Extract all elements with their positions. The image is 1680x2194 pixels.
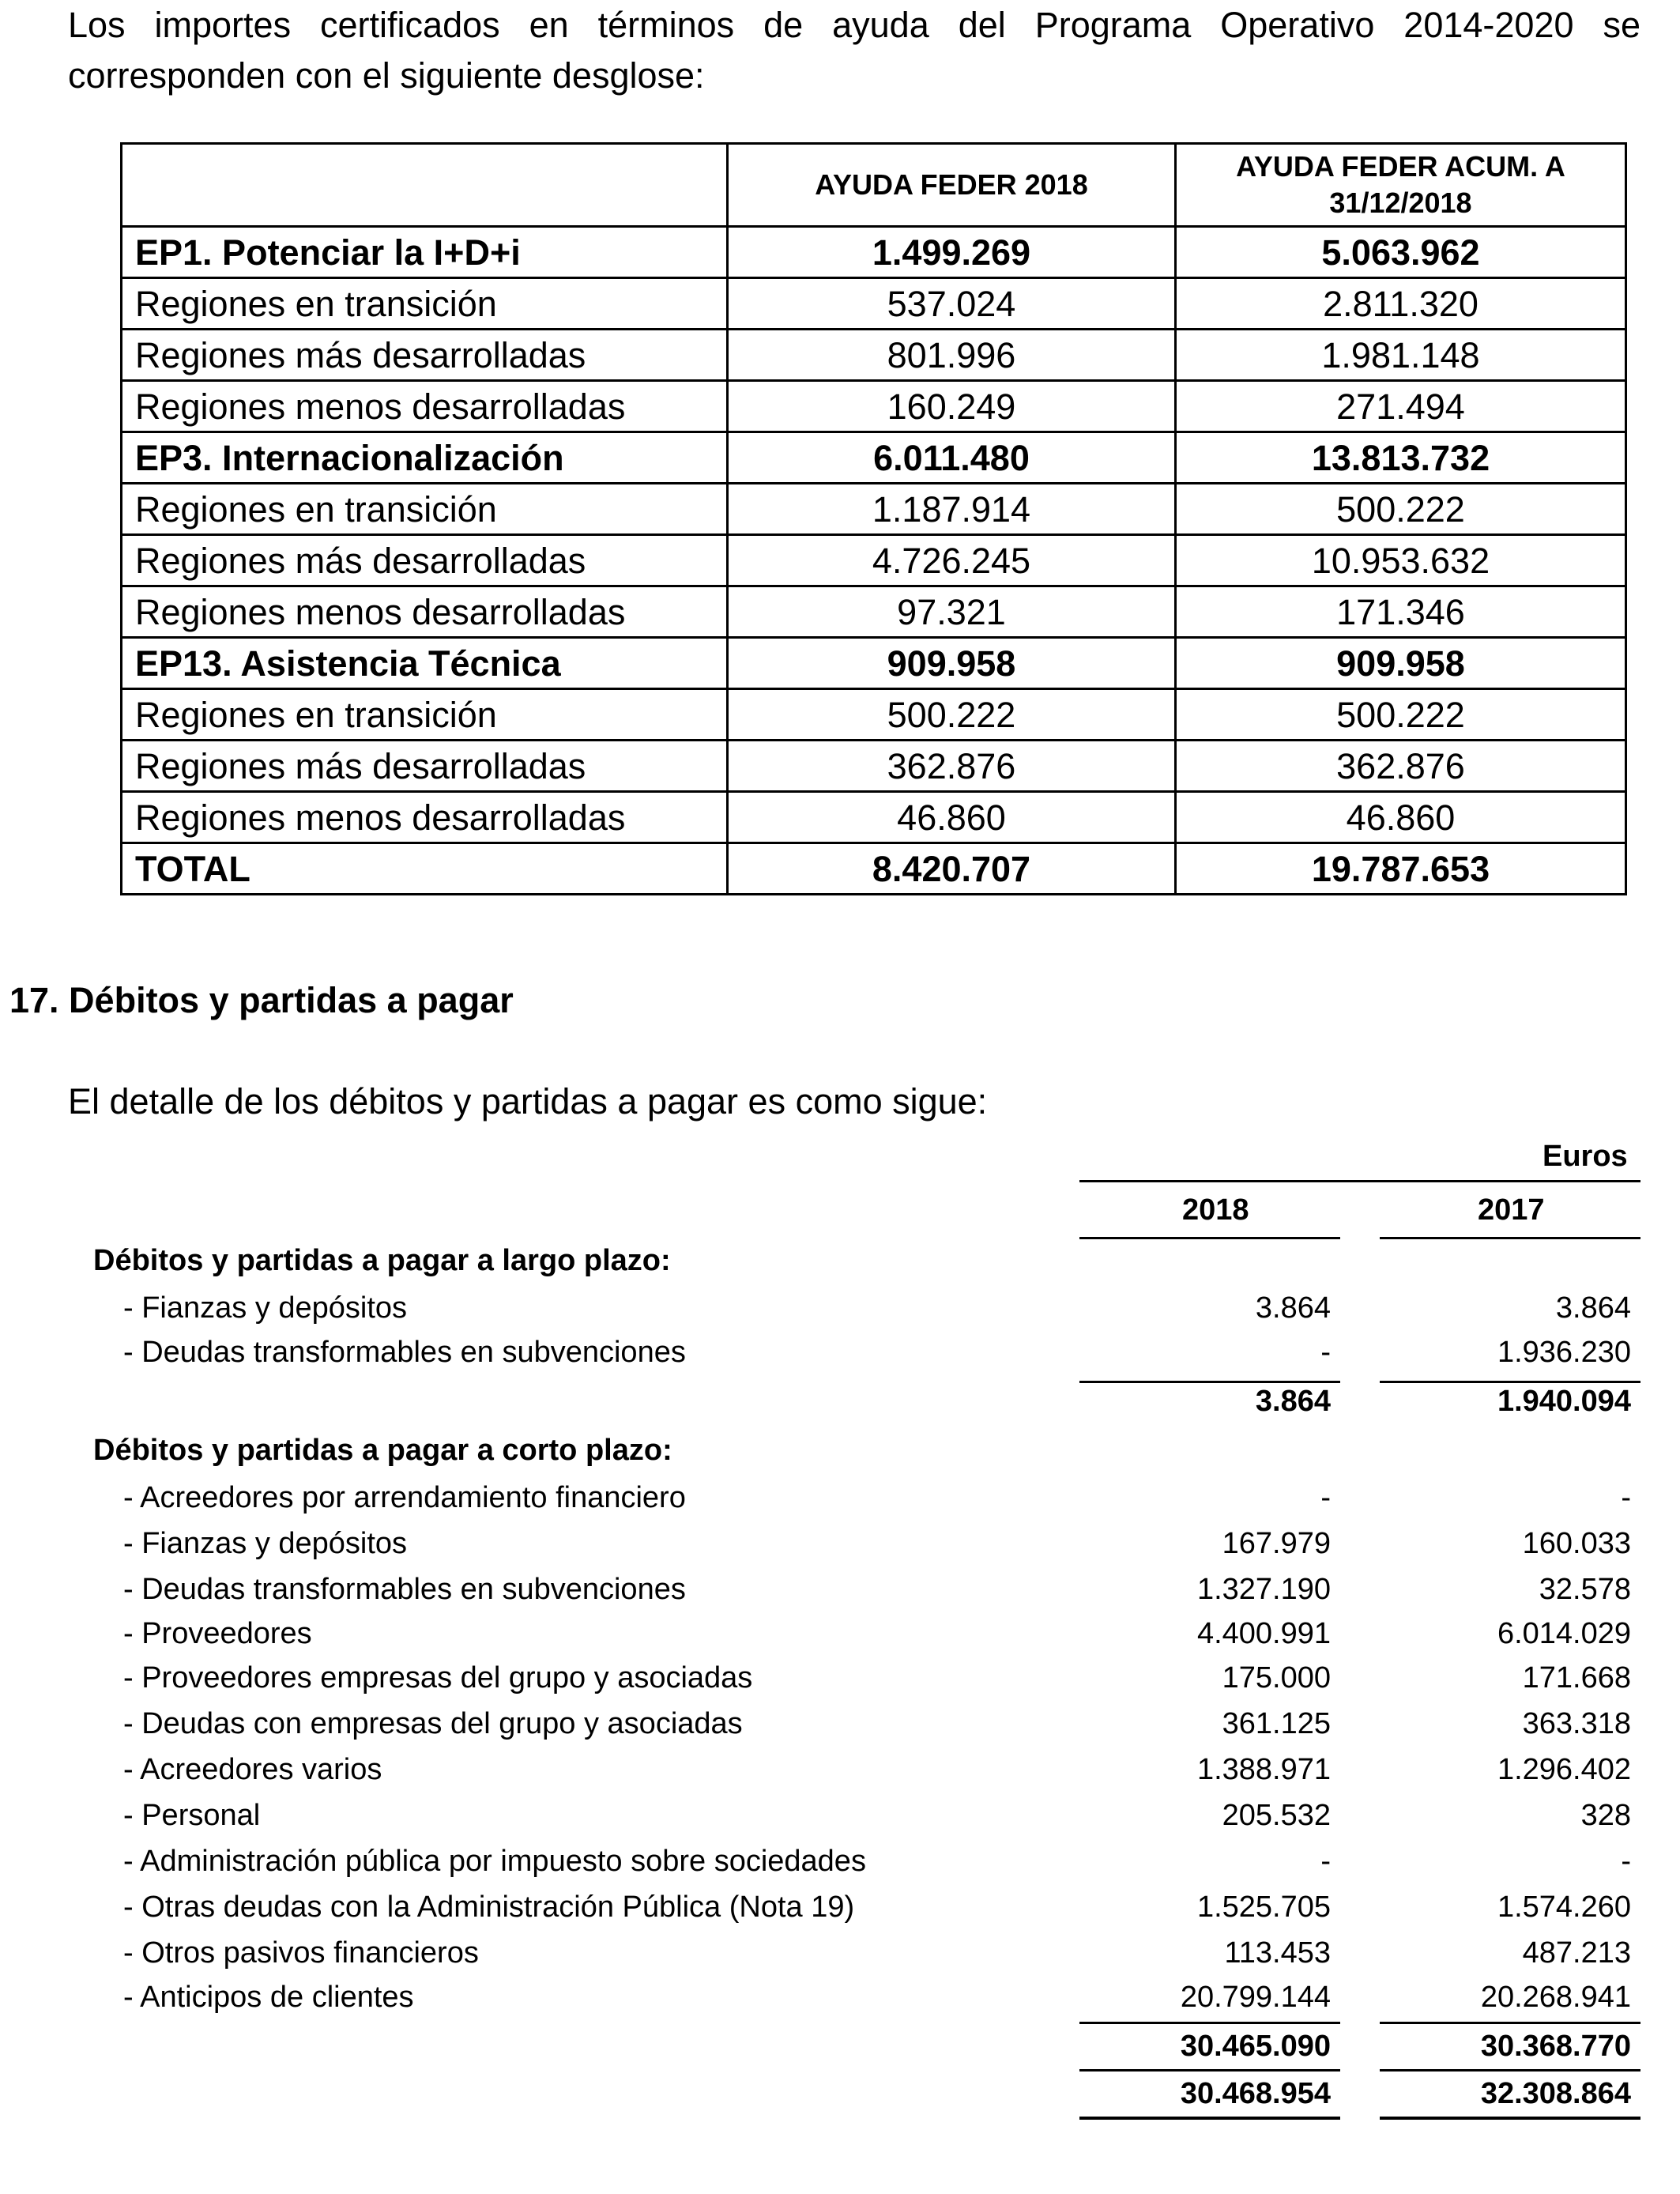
group-heading-row	[0, 1429, 1680, 1473]
subtotal-rule	[1079, 2022, 1340, 2024]
subtotal-row	[0, 1380, 1680, 1424]
row-label: - Administración pública por impuesto sobre sociedades	[123, 1845, 866, 1878]
value-2018: -	[1320, 1481, 1331, 1514]
total-rule	[1380, 2069, 1640, 2071]
group-heading: Débitos y partidas a pagar a largo plazo:	[93, 1244, 671, 1277]
value-2018: 175.000	[1222, 1661, 1331, 1695]
value-2017: 32.308.864	[1480, 2077, 1631, 2110]
feder-row	[122, 792, 1626, 843]
feder-row-2018: 6.011.480	[728, 432, 1176, 484]
header-rule	[1079, 1180, 1640, 1182]
value-2018: -	[1320, 1336, 1331, 1369]
currency-label: Euros	[1543, 1140, 1628, 1173]
value-2017: 1.936.230	[1497, 1336, 1631, 1369]
feder-row-label: Regiones más desarrolladas	[122, 741, 728, 792]
value-2017: 171.668	[1522, 1661, 1631, 1695]
feder-row-2018: 4.726.245	[728, 535, 1176, 586]
feder-row-2018: 909.958	[728, 638, 1176, 689]
feder-row-acum: 19.787.653	[1176, 843, 1626, 895]
feder-row-label: Regiones más desarrolladas	[122, 535, 728, 586]
subtotal-row	[0, 2072, 1680, 2117]
value-2017: 328	[1580, 1799, 1631, 1832]
value-2017: 363.318	[1522, 1707, 1631, 1740]
feder-row	[122, 843, 1626, 895]
table-row	[0, 1522, 1680, 1566]
feder-row-2018: 537.024	[728, 278, 1176, 330]
row-label: - Deudas transformables en subvenciones	[123, 1573, 686, 1606]
feder-row	[122, 741, 1626, 792]
feder-row-2018: 1.499.269	[728, 227, 1176, 278]
subtotal-rule	[1079, 1381, 1340, 1383]
row-label: - Deudas con empresas del grupo y asociadas	[123, 1707, 743, 1740]
table-row	[0, 1702, 1680, 1747]
feder-row-acum: 10.953.632	[1176, 535, 1626, 586]
value-2018: 1.388.971	[1196, 1753, 1331, 1786]
feder-row	[122, 586, 1626, 638]
table-row	[0, 1886, 1680, 1930]
feder-row	[122, 432, 1626, 484]
value-2017: 6.014.029	[1497, 1617, 1631, 1650]
table-row	[0, 1331, 1680, 1375]
feder-row-acum: 271.494	[1176, 381, 1626, 432]
feder-row-acum: 362.876	[1176, 741, 1626, 792]
feder-row-2018: 160.249	[728, 381, 1176, 432]
row-label: - Fianzas y depósitos	[123, 1527, 408, 1560]
feder-row-2018: 801.996	[728, 330, 1176, 381]
intro-paragraph	[68, 0, 1640, 101]
feder-row-2018: 362.876	[728, 741, 1176, 792]
feder-row-label: Regiones menos desarrolladas	[122, 586, 728, 638]
feder-row-2018: 97.321	[728, 586, 1176, 638]
table-row	[0, 1287, 1680, 1331]
value-2018: 3.864	[1255, 1385, 1331, 1418]
row-label: - Personal	[123, 1799, 261, 1832]
value-2018: 205.532	[1222, 1799, 1331, 1832]
feder-row-2018: 46.860	[728, 792, 1176, 843]
subtotal-rule	[1380, 2022, 1640, 2024]
feder-row-acum: 500.222	[1176, 484, 1626, 535]
feder-row-label: Regiones menos desarrolladas	[122, 792, 728, 843]
feder-row-label: Regiones menos desarrolladas	[122, 381, 728, 432]
value-2017: -	[1621, 1481, 1631, 1514]
value-2018: 1.327.190	[1196, 1573, 1331, 1606]
feder-row-acum: 2.811.320	[1176, 278, 1626, 330]
year-2018-header: 2018	[1182, 1193, 1249, 1227]
feder-row-label: Regiones más desarrolladas	[122, 330, 728, 381]
feder-row-label: EP1. Potenciar la I+D+i	[122, 227, 728, 278]
table-row	[0, 1976, 1680, 2020]
value-2018: -	[1320, 1845, 1331, 1878]
row-label: - Proveedores	[123, 1617, 312, 1650]
table-row	[0, 1932, 1680, 1976]
subtotal-row	[0, 2025, 1680, 2069]
row-label: - Deudas transformables en subvenciones	[123, 1336, 686, 1369]
feder-row-acum: 500.222	[1176, 689, 1626, 741]
table-row	[0, 1840, 1680, 1884]
value-2018: 3.864	[1255, 1291, 1331, 1325]
value-2017: -	[1621, 1845, 1631, 1878]
section-intro: El detalle de los débitos y partidas a pagar es como sigue:	[68, 1081, 988, 1122]
intro-line-1: Los importes certificados en términos de ayuda del Programa Operativo 2014-2020 se	[68, 5, 1640, 45]
row-label: - Proveedores empresas del grupo y asociadas	[123, 1661, 753, 1695]
feder-row	[122, 535, 1626, 586]
value-2017: 30.368.770	[1480, 2030, 1631, 2063]
value-2017: 160.033	[1522, 1527, 1631, 1560]
year-2017-header: 2017	[1478, 1193, 1545, 1227]
row-label: - Otras deudas con la Administración Pública (Nota 19)	[123, 1891, 855, 1924]
feder-row-acum: 5.063.962	[1176, 227, 1626, 278]
value-2017: 32.578	[1539, 1573, 1631, 1606]
row-label: - Fianzas y depósitos	[123, 1291, 408, 1325]
feder-row-label: TOTAL	[122, 843, 728, 895]
value-2017: 20.268.941	[1480, 1981, 1631, 2014]
value-2017: 487.213	[1522, 1936, 1631, 1970]
row-label: - Acreedores varios	[123, 1753, 382, 1786]
feder-row	[122, 689, 1626, 741]
subtotal-rule	[1380, 1381, 1640, 1383]
group-heading-row	[0, 1239, 1680, 1284]
feder-row-2018: 1.187.914	[728, 484, 1176, 535]
table-row	[0, 1568, 1680, 1612]
feder-row-acum: 171.346	[1176, 586, 1626, 638]
feder-header-row	[122, 144, 1626, 227]
value-2018: 167.979	[1222, 1527, 1331, 1560]
table-row	[0, 1748, 1680, 1793]
value-2018: 4.400.991	[1196, 1617, 1331, 1650]
total-rule	[1079, 2069, 1340, 2071]
value-2018: 361.125	[1222, 1707, 1331, 1740]
value-2018: 30.468.954	[1180, 2077, 1331, 2110]
feder-row-label: EP3. Internacionalización	[122, 432, 728, 484]
feder-row	[122, 330, 1626, 381]
intro-line-2: corresponden con el siguiente desglose:	[68, 55, 705, 96]
feder-row	[122, 484, 1626, 535]
feder-row-acum: 13.813.732	[1176, 432, 1626, 484]
value-2017: 1.574.260	[1497, 1891, 1631, 1924]
feder-row-label: Regiones en transición	[122, 689, 728, 741]
feder-row-acum: 1.981.148	[1176, 330, 1626, 381]
section-heading: 17. Débitos y partidas a pagar	[9, 980, 514, 1020]
group-heading: Débitos y partidas a pagar a corto plazo:	[93, 1434, 672, 1467]
table-row	[0, 1794, 1680, 1838]
feder-row	[122, 638, 1626, 689]
value-2018: 113.453	[1224, 1936, 1331, 1970]
table-row	[0, 1476, 1680, 1521]
row-label: - Acreedores por arrendamiento financiero	[123, 1481, 686, 1514]
feder-row-2018: 8.420.707	[728, 843, 1176, 895]
total-underline-rule	[1079, 2117, 1340, 2120]
feder-row-label: Regiones en transición	[122, 484, 728, 535]
value-2018: 30.465.090	[1180, 2030, 1331, 2063]
feder-row-2018: 500.222	[728, 689, 1176, 741]
feder-row-acum: 46.860	[1176, 792, 1626, 843]
feder-header-2018: AYUDA FEDER 2018	[728, 144, 1176, 227]
feder-header-acum: AYUDA FEDER ACUM. A 31/12/2018	[1176, 144, 1626, 227]
feder-row-acum: 909.958	[1176, 638, 1626, 689]
value-2017: 1.940.094	[1497, 1385, 1631, 1418]
value-2017: 3.864	[1555, 1291, 1631, 1325]
table-row	[0, 1657, 1680, 1701]
feder-header-empty	[122, 144, 728, 227]
row-label: - Otros pasivos financieros	[123, 1936, 479, 1970]
feder-row-label: EP13. Asistencia Técnica	[122, 638, 728, 689]
feder-row-label: Regiones en transición	[122, 278, 728, 330]
total-underline-rule	[1380, 2117, 1640, 2120]
feder-row	[122, 278, 1626, 330]
feder-row	[122, 381, 1626, 432]
value-2017: 1.296.402	[1497, 1753, 1631, 1786]
feder-row	[122, 227, 1626, 278]
value-2018: 20.799.144	[1180, 1981, 1331, 2014]
table-row	[0, 1612, 1680, 1657]
feder-body	[122, 227, 1626, 895]
row-label: - Anticipos de clientes	[123, 1981, 414, 2014]
feder-table	[120, 142, 1627, 895]
value-2018: 1.525.705	[1196, 1891, 1331, 1924]
